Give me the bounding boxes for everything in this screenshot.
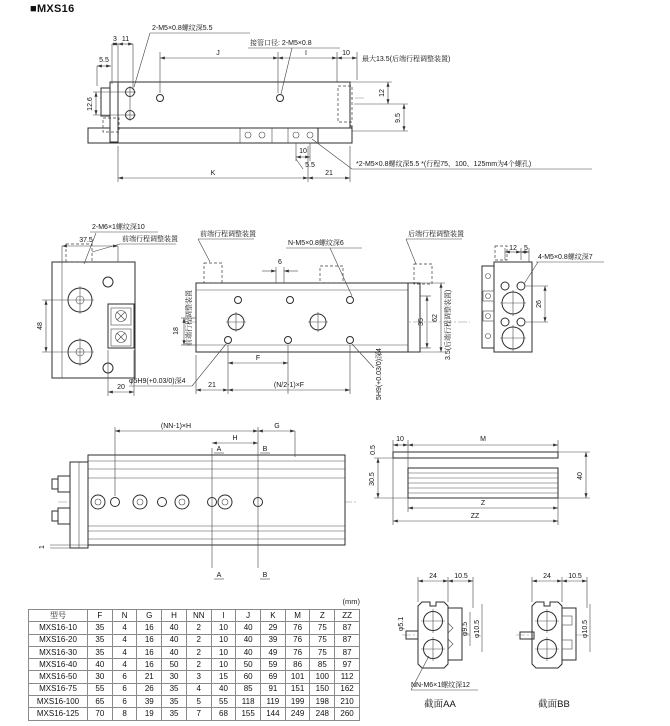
- dim-cell: 40: [162, 634, 187, 646]
- table-row: [29, 708, 360, 720]
- dim-cell: 35: [88, 634, 113, 646]
- dim-nn-pitch-label: (NN-1)×H: [160, 423, 192, 430]
- dim-35-label: 35: [418, 318, 425, 326]
- dim-cell: 6: [112, 671, 137, 683]
- column-header: M: [285, 610, 310, 622]
- dim-cell: 40: [236, 634, 261, 646]
- rear-adjuster-3p5-note: 3.5(后端行程调整装置): [445, 289, 452, 360]
- section-bb-view: [516, 573, 590, 710]
- dim-cell: 30: [88, 671, 113, 683]
- table-row: [29, 634, 360, 646]
- table-row: [29, 622, 360, 634]
- model-cell: MXS16-100: [29, 696, 88, 708]
- dim-cell: 39: [261, 634, 286, 646]
- dim-cell: 2: [186, 622, 211, 634]
- sec-aa-dim-24: 24: [429, 573, 437, 580]
- dim-cell: 87: [335, 646, 360, 658]
- dim-cell: 40: [211, 683, 236, 695]
- dim-cell: 16: [137, 646, 162, 658]
- dim-cell: 40: [162, 622, 187, 634]
- dim-cell: 4: [112, 634, 137, 646]
- page-title: ■MXS16: [30, 3, 75, 15]
- dimension-table-body: [29, 622, 360, 720]
- model-cell: MXS16-10: [29, 622, 88, 634]
- dim-10-bottom-label: 10: [299, 148, 307, 155]
- column-header: G: [137, 610, 162, 622]
- dimension-table-header: [29, 610, 360, 622]
- dim-cell: 76: [285, 622, 310, 634]
- dim-M-label: M: [480, 436, 486, 443]
- dim-cell: 10: [211, 659, 236, 671]
- nm5-thread-note: N-M5×0.8螺纹深6: [288, 240, 344, 247]
- dim-cell: 35: [162, 696, 187, 708]
- column-header: N: [112, 610, 137, 622]
- dim-cell: 35: [162, 708, 187, 720]
- front-adjuster-label-plan: 前端行程调整装置: [200, 231, 256, 238]
- dim-cell: 150: [310, 683, 335, 695]
- model-cell: MXS16-125: [29, 708, 88, 720]
- dim-cell: 16: [137, 634, 162, 646]
- slide-table-outline: [88, 128, 352, 143]
- dim-cell: 199: [285, 696, 310, 708]
- dim-cell: 55: [88, 683, 113, 695]
- header-row: [29, 610, 360, 622]
- dim-cell: 40: [88, 659, 113, 671]
- dim-0p5-label: 0.5: [370, 445, 377, 455]
- dim-cell: 6: [112, 696, 137, 708]
- column-header: J: [236, 610, 261, 622]
- m6-thread-note: 2-M6×1螺纹深10: [92, 224, 145, 231]
- dim-26-label: 26: [536, 300, 543, 308]
- dim-9p5-label: 9.5: [395, 113, 402, 123]
- dim-cell: 87: [335, 634, 360, 646]
- table-row: [29, 646, 360, 658]
- column-header: 型号: [29, 610, 88, 622]
- dim-cell: 35: [162, 683, 187, 695]
- dim-cell: 76: [285, 634, 310, 646]
- dim-cell: 10: [211, 634, 236, 646]
- sec-aa-dim-10p5: 10.5: [454, 573, 468, 580]
- max-stroke-note: 最大13.5(后端行程调整装置): [362, 56, 451, 63]
- dim-cell: 16: [137, 622, 162, 634]
- dim-cell: 70: [88, 708, 113, 720]
- model-cell: MXS16-30: [29, 646, 88, 658]
- dim-cell: 2: [186, 659, 211, 671]
- dim-cell: 8: [112, 708, 137, 720]
- dim-12p6-label: 12.6: [87, 97, 94, 111]
- dim-cell: 69: [261, 671, 286, 683]
- side-elevation-view: [39, 423, 356, 579]
- dim-12-label: 12: [379, 89, 386, 97]
- column-header: K: [261, 610, 286, 622]
- dim-cell: 16: [137, 659, 162, 671]
- body-plan-view: [369, 436, 590, 525]
- dim-20-label: 20: [117, 384, 125, 391]
- dim-cell: 30: [162, 671, 187, 683]
- rear-adjuster-label: 后端行程调整装置: [408, 231, 464, 238]
- dim-cell: 15: [211, 671, 236, 683]
- sec-aa-thread-note: NN-M6×1螺纹深12: [411, 682, 470, 689]
- dim-cell: 55: [211, 696, 236, 708]
- dim-cell: 87: [335, 622, 360, 634]
- dim-cell: 249: [285, 708, 310, 720]
- dim-cell: 4: [186, 683, 211, 695]
- section-bb-caption: 截面BB: [538, 699, 570, 710]
- units-label: (mm): [342, 597, 360, 606]
- pin-hole-note-left: φ5H9(+0.03/0)深4: [129, 378, 186, 385]
- dim-cell: 198: [310, 696, 335, 708]
- dim-12-label-end: 12: [509, 245, 517, 252]
- end-view-outline: [52, 262, 135, 378]
- table-row: [29, 696, 360, 708]
- dim-cell: 3: [186, 671, 211, 683]
- dim-cell: 119: [261, 696, 286, 708]
- column-header: NN: [186, 610, 211, 622]
- dim-cell: 2: [186, 634, 211, 646]
- dim-cell: 100: [310, 671, 335, 683]
- model-cell: MXS16-50: [29, 671, 88, 683]
- pin-hole-note-right: 5H9(+0.03/0)深4: [376, 348, 383, 400]
- dim-37p5-label: 37.5: [79, 237, 93, 244]
- dim-cell: 75: [310, 634, 335, 646]
- dim-cell: 85: [310, 659, 335, 671]
- dim-F-label: F: [255, 355, 261, 362]
- front-adjuster-label-side: 前端行程调整装置: [122, 236, 178, 243]
- section-b-label-top: B: [262, 446, 268, 453]
- sec-bb-dim-10p5: 10.5: [568, 573, 582, 580]
- column-header: Z: [310, 610, 335, 622]
- dim-cell: 162: [335, 683, 360, 695]
- dim-cell: 29: [261, 622, 286, 634]
- section-aa-caption: 截面AA: [424, 699, 456, 710]
- dim-cell: 40: [236, 646, 261, 658]
- column-header: I: [211, 610, 236, 622]
- model-cell: MXS16-40: [29, 659, 88, 671]
- dimension-table: [28, 609, 360, 721]
- dim-cell: 151: [285, 683, 310, 695]
- table-row: [29, 683, 360, 695]
- dim-62-label: 62: [432, 314, 439, 322]
- port-size-note: 接管口径: 2-M5×0.8: [250, 40, 312, 47]
- dim-cell: 7: [186, 708, 211, 720]
- section-a-label-bottom: A: [216, 572, 222, 579]
- dim-cell: 101: [285, 671, 310, 683]
- dim-cell: 4: [112, 659, 137, 671]
- dim-cell: 10: [211, 646, 236, 658]
- sec-aa-dia-5p1: φ5.1: [398, 616, 405, 632]
- dim-cell: 60: [236, 671, 261, 683]
- end-plate-outline: [393, 452, 558, 458]
- dim-cell: 210: [335, 696, 360, 708]
- dim-cell: 85: [236, 683, 261, 695]
- dim-cell: 50: [162, 659, 187, 671]
- section-a-label-top: A: [216, 446, 222, 453]
- dim-cell: 65: [88, 696, 113, 708]
- dim-cell: 40: [162, 646, 187, 658]
- dim-3-label: 3: [113, 36, 117, 43]
- dim-1-label: 1: [39, 545, 46, 549]
- model-cell: MXS16-75: [29, 683, 88, 695]
- section-aa-view: [398, 573, 482, 710]
- dim-21-label: 21: [325, 170, 333, 177]
- dim-cell: 5: [186, 696, 211, 708]
- dim-cell: 21: [137, 671, 162, 683]
- dim-18-label: 18: [173, 327, 180, 335]
- dim-10-label-plan: 10: [396, 436, 404, 443]
- right-end-view: [482, 245, 604, 352]
- front-adjuster-label-vertical: 前端行程调整装置: [186, 290, 193, 346]
- dim-cell: 35: [88, 646, 113, 658]
- dim-cell: 4: [112, 622, 137, 634]
- plan-body-outline: [196, 283, 408, 352]
- column-header: F: [88, 610, 113, 622]
- dim-5p5-bottom-label: 5.5: [305, 162, 315, 169]
- dim-21-label-plan: 21: [208, 382, 216, 389]
- dim-cell: 49: [261, 646, 286, 658]
- thread-note-top: 2-M5×0.8螺纹深5.5: [152, 25, 213, 32]
- left-end-view: [37, 222, 178, 396]
- dim-cell: 75: [310, 646, 335, 658]
- dim-H-label: H: [232, 435, 238, 442]
- dim-cell: 75: [310, 622, 335, 634]
- dim-K-label: K: [210, 170, 216, 177]
- dim-cell: 39: [137, 696, 162, 708]
- dim-cell: 118: [236, 696, 261, 708]
- cylinder-body-outline: [118, 82, 350, 128]
- dim-cell: 76: [285, 646, 310, 658]
- top-view: [87, 23, 592, 182]
- dim-30p5-label: 30.5: [369, 472, 376, 486]
- dim-ZZ-label: ZZ: [470, 513, 480, 520]
- dim-cell: 59: [261, 659, 286, 671]
- dim-G-label: G: [274, 423, 280, 430]
- sec-bb-dim-24: 24: [543, 573, 551, 580]
- dim-6-label: 6: [278, 259, 282, 266]
- dim-J-label: J: [216, 50, 220, 57]
- dim-cell: 91: [261, 683, 286, 695]
- dim-cell: 26: [137, 683, 162, 695]
- dim-cell: 260: [335, 708, 360, 720]
- plan-view: [129, 229, 470, 400]
- dim-cell: 248: [310, 708, 335, 720]
- dim-cell: 68: [211, 708, 236, 720]
- dim-5p5-top-label: 5.5: [99, 57, 109, 64]
- dim-Z-label: Z: [480, 500, 486, 507]
- thread-note-bottom: *2-M5×0.8螺纹深5.5 *(行程75、100、125mm为4个螺孔): [356, 161, 532, 168]
- column-header: ZZ: [335, 610, 360, 622]
- model-cell: MXS16-20: [29, 634, 88, 646]
- m5x4-thread-note: 4-M5×0.8螺纹深7: [538, 254, 593, 261]
- sec-aa-dia-10p5: φ10.5: [474, 619, 481, 639]
- dim-cell: 155: [236, 708, 261, 720]
- dim-cell: 40: [236, 622, 261, 634]
- dim-I-label: I: [305, 50, 307, 57]
- column-header: H: [162, 610, 187, 622]
- table-row: [29, 671, 360, 683]
- table-row: [29, 659, 360, 671]
- section-b-label-bottom: B: [262, 572, 268, 579]
- dim-cell: 19: [137, 708, 162, 720]
- dim-cell: 35: [88, 622, 113, 634]
- dim-cell: 50: [236, 659, 261, 671]
- sec-aa-dia-9p5: φ9.5: [462, 621, 469, 637]
- dim-cell: 112: [335, 671, 360, 683]
- dim-cell: 97: [335, 659, 360, 671]
- dim-48-label: 48: [37, 322, 44, 330]
- dim-cell: 4: [112, 646, 137, 658]
- dim-40-label: 40: [577, 472, 584, 480]
- dim-cell: 86: [285, 659, 310, 671]
- dim-10-top-label: 10: [342, 50, 350, 57]
- sec-bb-dia-10p5: φ10.5: [582, 619, 589, 639]
- dim-cell: 2: [186, 646, 211, 658]
- dim-5-label-end: 5: [524, 245, 528, 252]
- dim-pitch-formula-label: (N/2-1)×F: [273, 382, 305, 389]
- dim-11-label: 11: [121, 36, 130, 43]
- dim-cell: 10: [211, 622, 236, 634]
- dim-cell: 6: [112, 683, 137, 695]
- dim-cell: 144: [261, 708, 286, 720]
